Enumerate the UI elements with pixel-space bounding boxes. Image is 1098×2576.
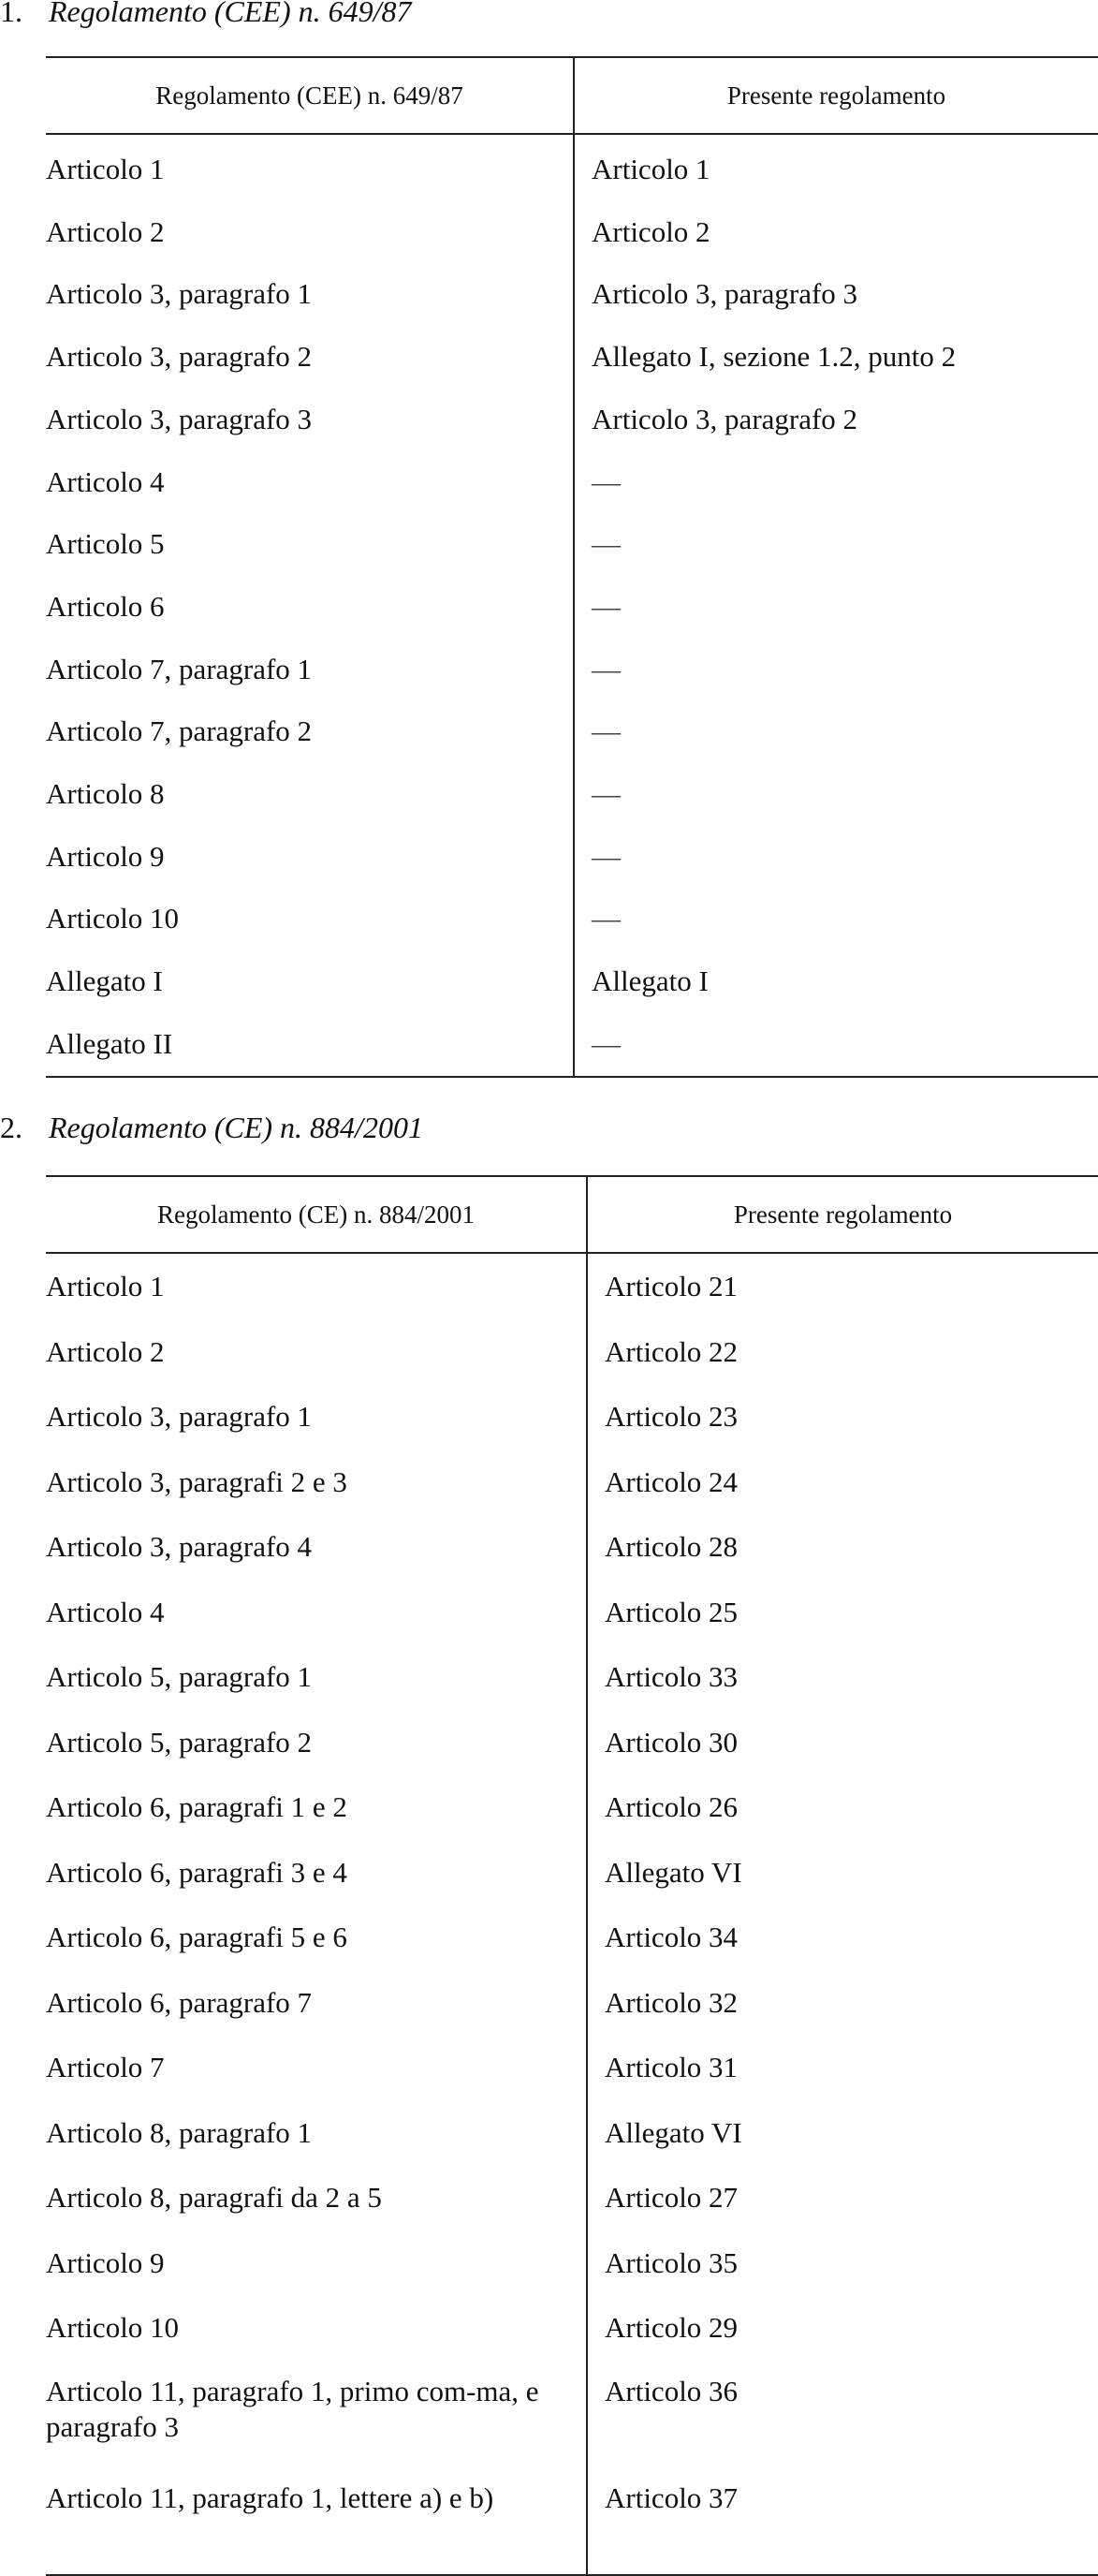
table-row [46, 201, 1098, 264]
section-heading-2 [0, 1109, 423, 1146]
table-row [46, 513, 1098, 576]
table-row [46, 451, 1098, 514]
cell-present-provision: Articolo 22 [605, 1334, 739, 1368]
cell-present-provision: Articolo 35 [605, 2245, 739, 2279]
column-header-present-regulation: Presente regolamento [587, 1176, 1098, 1253]
cell-old-provision: Articolo 10 [46, 888, 574, 950]
cell-old-provision: Articolo 3, paragrafo 1 [46, 263, 574, 326]
column-header-old-regulation: Regolamento (CEE) n. 649/87 [46, 57, 574, 134]
correlation-table-2 [46, 1175, 1098, 2576]
table-row [46, 763, 1098, 826]
cell-present-provision: Articolo 33 [605, 1660, 739, 1693]
cell-present-provision: — [592, 527, 621, 561]
section-title: Regolamento (CEE) n. 649/87 [49, 0, 412, 28]
cell-old-provision: Articolo 1 [46, 1253, 587, 1319]
cell-old-provision: Articolo 9 [46, 826, 574, 889]
cell-present-provision: Articolo 30 [605, 1725, 739, 1759]
cell-old-provision: Articolo 8 [46, 763, 574, 826]
table-row [46, 888, 1098, 950]
cell-old-provision: Articolo 9 [46, 2230, 587, 2296]
table-row [46, 1580, 1098, 1645]
section-number: 1. [0, 0, 22, 28]
table-row [46, 389, 1098, 451]
cell-old-provision: Articolo 4 [46, 1580, 587, 1645]
table-row [46, 326, 1098, 389]
cell-present-provision: — [592, 839, 621, 873]
table-row [46, 2467, 1098, 2575]
table-row [46, 1774, 1098, 1840]
cell-present-provision: Articolo 28 [605, 1530, 739, 1563]
cell-present-provision: Articolo 3, paragrafo 2 [592, 402, 858, 435]
cell-present-provision: Articolo 31 [605, 2051, 739, 2083]
table-row [46, 1644, 1098, 1710]
table-row [46, 263, 1098, 326]
cell-present-provision: Allegato I [592, 964, 709, 998]
cell-present-provision: — [592, 652, 621, 685]
cell-old-provision: Articolo 11, paragrafo 1, lettere a) e b) [46, 2467, 587, 2575]
cell-old-provision: Articolo 6, paragrafi 3 e 4 [46, 1840, 587, 1906]
table-row [46, 1319, 1098, 1385]
table-row [46, 1253, 1098, 1319]
cell-present-provision: — [592, 589, 621, 623]
cell-old-provision: Articolo 7, paragrafo 2 [46, 700, 574, 763]
cell-old-provision: Articolo 7 [46, 2035, 587, 2100]
cell-present-provision: Articolo 3, paragrafo 3 [592, 277, 858, 311]
cell-old-provision: Allegato II [46, 1013, 574, 1077]
table-row [46, 2295, 1098, 2361]
cell-present-provision: Articolo 26 [605, 1790, 739, 1823]
table-row [46, 2100, 1098, 2166]
cell-present-provision: Articolo 25 [605, 1595, 739, 1628]
table-row [46, 1384, 1098, 1450]
table-row [46, 134, 1098, 201]
cell-present-provision: Articolo 36 [605, 2374, 739, 2407]
table-row [46, 1905, 1098, 1970]
table-row [46, 1840, 1098, 1906]
cell-old-provision: Articolo 6, paragrafi 1 e 2 [46, 1774, 587, 1840]
table-row [46, 1450, 1098, 1515]
cell-present-provision: Allegato I, sezione 1.2, punto 2 [592, 340, 957, 374]
cell-old-provision: Articolo 3, paragrafo 4 [46, 1514, 587, 1580]
cell-present-provision: Articolo 27 [605, 2181, 739, 2214]
table-row [46, 639, 1098, 701]
cell-old-provision: Articolo 8, paragrafi da 2 a 5 [46, 2165, 587, 2230]
table-row [46, 1710, 1098, 1775]
section-number: 2. [0, 1111, 22, 1144]
column-header-present-regulation: Presente regolamento [574, 57, 1098, 134]
cell-present-provision: Articolo 23 [605, 1400, 739, 1433]
cell-old-provision: Articolo 8, paragrafo 1 [46, 2100, 587, 2166]
table-row [46, 950, 1098, 1013]
cell-old-provision: Articolo 6, paragrafo 7 [46, 1970, 587, 2036]
cell-old-provision: Articolo 2 [46, 201, 574, 264]
cell-present-provision: — [592, 714, 621, 748]
cell-present-provision: Articolo 37 [587, 2467, 1098, 2575]
table-row [46, 826, 1098, 889]
table-row [46, 2165, 1098, 2230]
table-row [46, 2035, 1098, 2100]
cell-present-provision: Articolo 1 [592, 153, 710, 185]
cell-old-provision: Articolo 6 [46, 576, 574, 639]
correlation-table-1 [46, 56, 1098, 1078]
table-row [46, 2230, 1098, 2296]
cell-present-provision: Articolo 21 [605, 1270, 739, 1303]
cell-old-provision: Articolo 6, paragrafi 5 e 6 [46, 1905, 587, 1970]
cell-old-provision: Articolo 11, paragrafo 1, primo com-ma, e paragrafo 3 [46, 2361, 587, 2467]
cell-old-provision: Allegato I [46, 950, 574, 1013]
cell-present-provision: Allegato VI [605, 2115, 742, 2149]
cell-old-provision: Articolo 10 [46, 2295, 587, 2361]
cell-present-provision: — [574, 1013, 1098, 1077]
table-header-row [46, 1176, 1098, 1253]
cell-old-provision: Articolo 5, paragrafo 1 [46, 1644, 587, 1710]
cell-old-provision: Articolo 4 [46, 451, 574, 514]
table-row [46, 1970, 1098, 2036]
cell-old-provision: Articolo 5 [46, 513, 574, 576]
cell-old-provision: Articolo 5, paragrafo 2 [46, 1710, 587, 1775]
cell-present-provision: Articolo 34 [605, 1921, 739, 1953]
cell-present-provision: Articolo 2 [592, 214, 710, 248]
table-row [46, 1514, 1098, 1580]
column-header-old-regulation: Regolamento (CE) n. 884/2001 [46, 1176, 587, 1253]
table-row [46, 700, 1098, 763]
cell-present-provision: Articolo 29 [605, 2311, 739, 2344]
cell-present-provision: Articolo 24 [605, 1465, 739, 1498]
cell-present-provision: Articolo 32 [605, 1985, 739, 2019]
cell-present-provision: — [592, 777, 621, 811]
table-row [46, 576, 1098, 639]
section-heading-1 [0, 0, 411, 30]
cell-old-provision: Articolo 7, paragrafo 1 [46, 639, 574, 701]
cell-old-provision: Articolo 3, paragrafo 1 [46, 1384, 587, 1450]
table-row [46, 2361, 1098, 2467]
table-row [46, 1013, 1098, 1077]
cell-present-provision: Allegato VI [605, 1855, 742, 1889]
cell-old-provision: Articolo 2 [46, 1319, 587, 1385]
section-title: Regolamento (CE) n. 884/2001 [49, 1111, 423, 1144]
cell-old-provision: Articolo 3, paragrafo 2 [46, 326, 574, 389]
cell-old-provision: Articolo 3, paragrafi 2 e 3 [46, 1450, 587, 1515]
cell-old-provision: Articolo 3, paragrafo 3 [46, 389, 574, 451]
cell-old-provision: Articolo 1 [46, 134, 574, 201]
table-header-row [46, 57, 1098, 134]
cell-present-provision: — [592, 464, 621, 498]
cell-present-provision: — [592, 902, 621, 935]
